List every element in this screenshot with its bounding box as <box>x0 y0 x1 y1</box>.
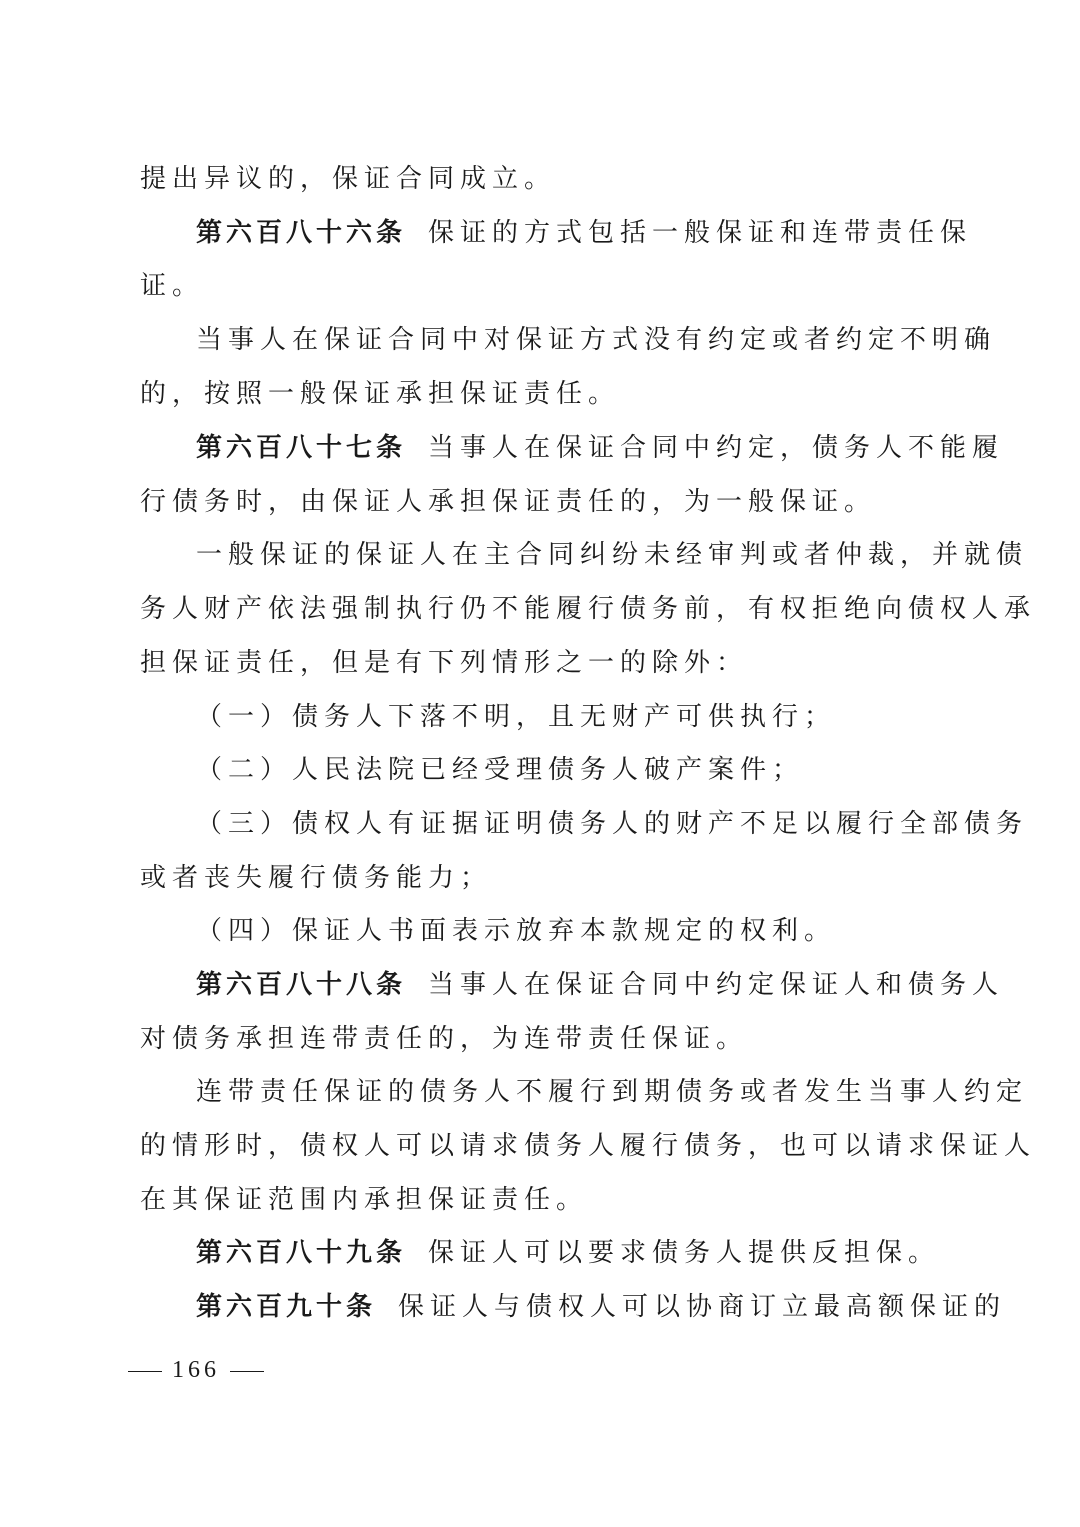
list-item: （三）债权人有证据证明债务人的财产不足以履行全部债务 <box>196 809 1029 839</box>
text-line: 连带责任保证的债务人不履行到期债务或者发生当事人约定 <box>196 1077 1029 1107</box>
text-line: 或者丧失履行债务能力； <box>140 863 493 893</box>
page-footer <box>128 1350 264 1390</box>
text-line: 保证人与债权人可以协商订立最高额保证的 <box>398 1292 1007 1322</box>
text-line: 的，按照一般保证承担保证责任。 <box>140 379 621 409</box>
text-line: 提出异议的，保证合同成立。 <box>140 164 557 194</box>
list-item: （二）人民法院已经受理债务人破产案件； <box>196 755 805 785</box>
text-line: 当事人在保证合同中对保证方式没有约定或者约定不明确 <box>196 325 997 355</box>
text-line: 行债务时，由保证人承担保证责任的，为一般保证。 <box>140 487 877 517</box>
text-line: 担保证责任，但是有下列情形之一的除外： <box>140 648 749 678</box>
text-line: 对债务承担连带责任的，为连带责任保证。 <box>140 1024 749 1054</box>
page-number: 166 <box>172 1357 220 1383</box>
text-line: 保证的方式包括一般保证和连带责任保 <box>428 218 973 248</box>
text-line: 当事人在保证合同中约定保证人和债务人 <box>428 970 1005 1000</box>
article-head: 第六百八十九条 <box>196 1238 407 1268</box>
article-head: 第六百九十条 <box>196 1292 377 1322</box>
article-head: 第六百八十八条 <box>196 970 407 1000</box>
text-line: 当事人在保证合同中约定，债务人不能履 <box>428 433 1005 463</box>
article-687-line <box>196 428 1005 468</box>
list-item: （四）保证人书面表示放弃本款规定的权利。 <box>196 916 837 946</box>
text-line: 证。 <box>140 271 205 301</box>
article-690-line <box>196 1287 1007 1327</box>
article-head: 第六百八十七条 <box>196 433 407 463</box>
dash-left <box>128 1371 162 1372</box>
article-688-line <box>196 965 1005 1005</box>
article-head: 第六百八十六条 <box>196 218 407 248</box>
text-line: 一般保证的保证人在主合同纠纷未经审判或者仲裁，并就债 <box>196 540 1029 570</box>
text-line: 在其保证范围内承担保证责任。 <box>140 1185 589 1215</box>
article-689-line <box>196 1233 940 1273</box>
article-686-line <box>196 213 973 253</box>
text-line: 的情形时，债权人可以请求债务人履行债务，也可以请求保证人 <box>140 1131 1037 1161</box>
text-line: 保证人可以要求债务人提供反担保。 <box>428 1238 941 1268</box>
list-item: （一）债务人下落不明，且无财产可供执行； <box>196 702 837 732</box>
text-line: 务人财产依法强制执行仍不能履行债务前，有权拒绝向债权人承 <box>140 594 1037 624</box>
dash-right <box>230 1371 264 1372</box>
